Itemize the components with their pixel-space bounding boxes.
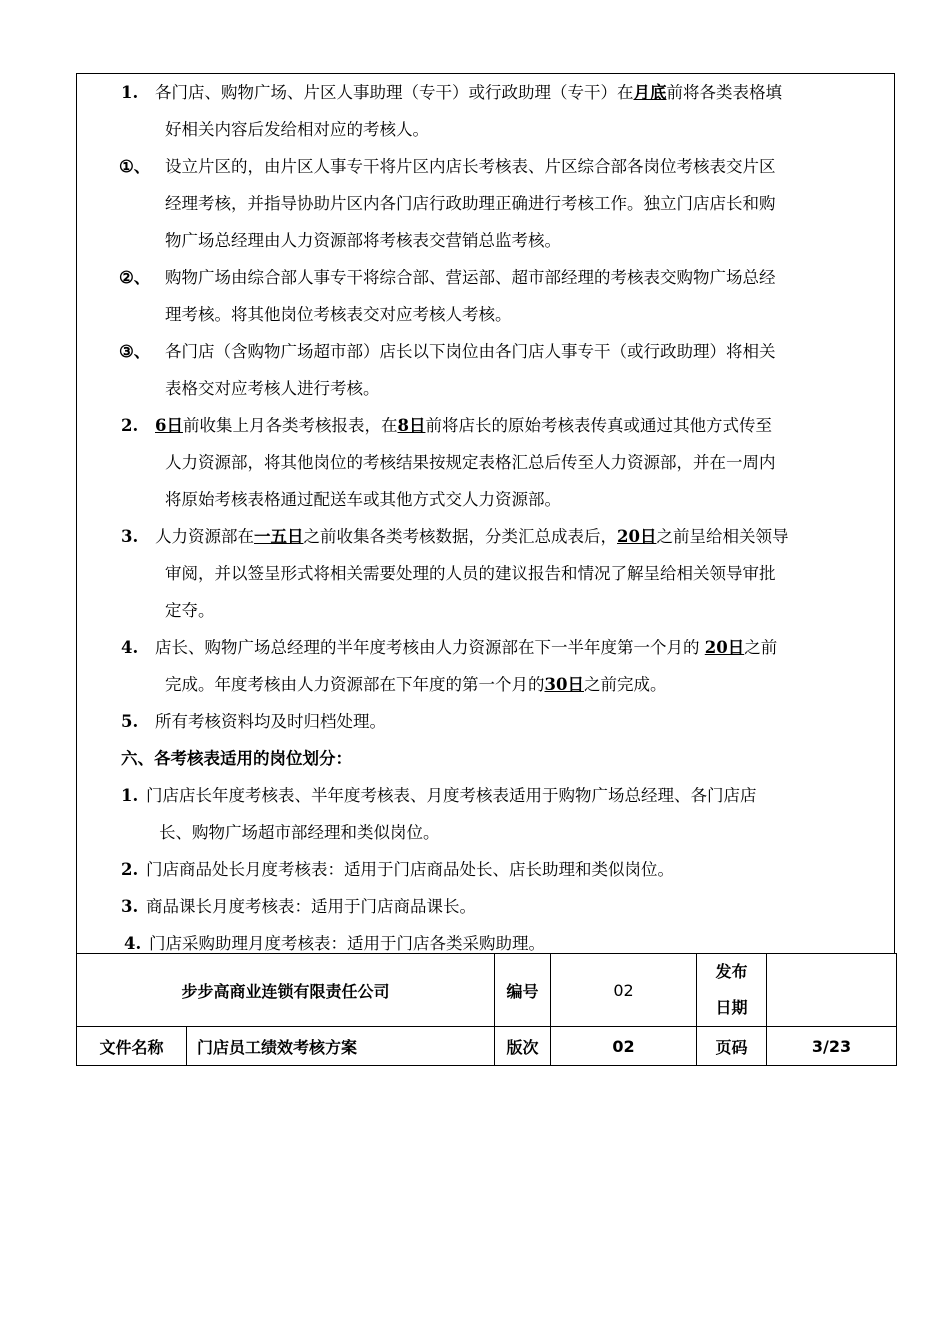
text-line — [77, 333, 896, 370]
text-segment: 完成。年度考核由人力资源部在下年度的第一个月的 — [165, 675, 545, 694]
section-list-item — [77, 851, 896, 888]
text-segment: 门店采购助理月度考核表：适用于门店各类采购助理。 — [149, 934, 545, 953]
text-segment: 理考核。将其他岗位考核表交对应考核人考核。 — [165, 305, 512, 324]
list-marker: 4. — [121, 638, 139, 657]
highlighted-date: 一五日 — [254, 527, 304, 546]
text-segment: 前收集上月各类考核报表，在 — [182, 416, 398, 435]
text-segment: 设立片区的，由片区人事专干将片区内店长考核表、片区综合部各岗位考核表交片区 — [165, 157, 776, 176]
text-line — [77, 629, 896, 666]
text-line — [77, 444, 896, 481]
text-segment: 之前 — [744, 638, 778, 657]
list-item — [77, 703, 896, 740]
text-line — [77, 370, 896, 407]
list-item — [77, 407, 896, 518]
section-title: 六、各考核表适用的岗位划分： — [121, 749, 352, 768]
text-segment: 购物广场由综合部人事专干将综合部、营运部、超市部经理的考核表交购物广场总经 — [165, 268, 776, 287]
section-list-item — [77, 888, 896, 925]
release-date-label — [697, 954, 767, 1027]
text-segment: 定夺。 — [165, 601, 215, 620]
text-line — [77, 296, 896, 333]
list-marker: 1. — [121, 83, 139, 102]
text-segment: 之前收集各类考核数据，分类汇总成表后， — [303, 527, 617, 546]
text-segment: 物广场总经理由人力资源部将考核表交营销总监考核。 — [165, 231, 561, 250]
text-line — [77, 185, 896, 222]
list-marker: 3. — [121, 527, 139, 546]
text-segment: 经理考核，并指导协助片区内各门店行政助理正确进行考核工作。独立门店店长和购 — [165, 194, 776, 213]
highlighted-date: 30日 — [544, 675, 584, 694]
text-line — [77, 74, 896, 111]
text-segment: 表格交对应考核人进行考核。 — [165, 379, 380, 398]
list-marker: ③、 — [119, 342, 151, 361]
highlighted-date: 6日 — [155, 416, 183, 435]
list-marker: ①、 — [119, 157, 151, 176]
list-item — [77, 259, 896, 333]
list-marker: 3. — [121, 897, 139, 916]
text-segment: 门店商品处长月度考核表：适用于门店商品处长、店长助理和类似岗位。 — [146, 860, 674, 879]
doc-name-label: 文件名称 — [77, 1027, 187, 1066]
text-segment: 各门店（含购物广场超市部）店长以下岗位由各门店人事专干（或行政助理）将相关 — [165, 342, 776, 361]
doc-name-value: 门店员工绩效考核方案 — [187, 1027, 495, 1066]
list-marker: 2. — [121, 860, 139, 879]
text-segment: 之前完成。 — [583, 675, 667, 694]
list-marker: 4. — [124, 934, 142, 953]
list-item — [77, 629, 896, 703]
release-date-label-line2: 日期 — [715, 998, 748, 1017]
code-value: 02 — [551, 954, 697, 1027]
footer-row-1 — [77, 954, 897, 1027]
text-line — [77, 666, 896, 703]
text-segment: 将原始考核表格通过配送车或其他方式交人力资源部。 — [165, 490, 561, 509]
text-line — [77, 518, 896, 555]
text-segment: 审阅，并以签呈形式将相关需要处理的人员的建议报告和情况了解呈给相关领导审批 — [165, 564, 776, 583]
text-segment: 长、购物广场超市部经理和类似岗位。 — [159, 823, 440, 842]
list-marker: 5. — [121, 712, 139, 731]
text-segment: 之前呈给相关领导 — [656, 527, 789, 546]
document-footer-table — [76, 953, 897, 1066]
list-marker: ②、 — [119, 268, 151, 287]
highlighted-date: 8日 — [397, 416, 426, 435]
highlighted-date: 20日 — [704, 638, 745, 657]
text-line — [77, 407, 896, 444]
text-line — [77, 888, 896, 925]
text-segment: 商品课长月度考核表：适用于门店商品课长。 — [146, 897, 476, 916]
text-line — [77, 555, 896, 592]
version-value: 02 — [551, 1027, 697, 1066]
text-segment: 店长、购物广场总经理的半年度考核由人力资源部在下一半年度第一个月的 — [155, 638, 705, 657]
section-list-item — [77, 777, 896, 851]
list-item — [77, 518, 896, 629]
release-date-label-line1: 发布 — [715, 962, 748, 981]
code-label: 编号 — [495, 954, 551, 1027]
text-line — [77, 148, 896, 185]
text-segment: 前将各类表格填 — [666, 83, 782, 102]
text-line — [77, 777, 896, 814]
text-segment: 好相关内容后发给相对应的考核人。 — [165, 120, 429, 139]
release-date-value — [767, 954, 897, 1027]
highlighted-date: 月底 — [633, 83, 667, 102]
text-segment: 所有考核资料均及时归档处理。 — [155, 712, 386, 731]
text-segment: 人力资源部，将其他岗位的考核结果按规定表格汇总后传至人力资源部，并在一周内 — [165, 453, 776, 472]
text-line — [77, 851, 896, 888]
text-line — [77, 814, 896, 851]
footer-row-2 — [77, 1027, 897, 1066]
text-segment: 前将店长的原始考核表传真或通过其他方式传至 — [425, 416, 772, 435]
text-segment: 各门店、购物广场、片区人事助理（专干）或行政助理（专干）在 — [155, 83, 634, 102]
list-item — [77, 74, 896, 148]
text-line — [77, 592, 896, 629]
text-line — [77, 703, 896, 740]
text-line — [77, 222, 896, 259]
text-segment: 人力资源部在 — [155, 527, 254, 546]
page-label: 页码 — [697, 1027, 767, 1066]
list-marker: 2. — [121, 416, 139, 435]
company-name: 步步高商业连锁有限责任公司 — [77, 954, 495, 1027]
version-label: 版次 — [495, 1027, 551, 1066]
text-line — [77, 111, 896, 148]
page-number: 3/23 — [767, 1027, 897, 1066]
text-line — [77, 259, 896, 296]
text-line — [77, 481, 896, 518]
list-marker: 1. — [121, 786, 139, 805]
content-box — [76, 73, 895, 953]
list-item — [77, 148, 896, 259]
text-segment: 门店店长年度考核表、半年度考核表、月度考核表适用于购物广场总经理、各门店店 — [146, 786, 757, 805]
list-item — [77, 333, 896, 407]
highlighted-date: 20日 — [617, 527, 657, 546]
